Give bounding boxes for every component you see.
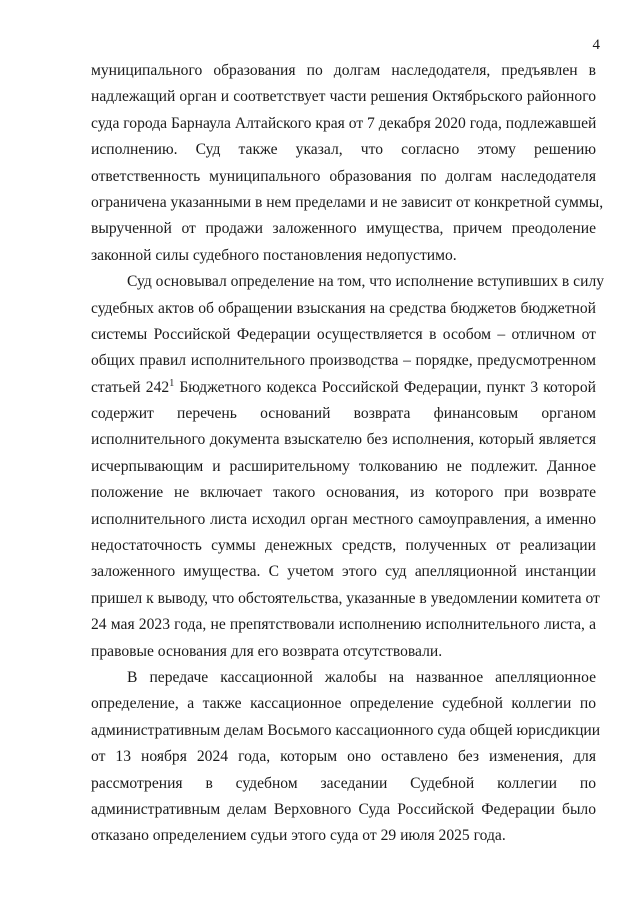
paragraph-3 bbox=[91, 665, 601, 850]
document-body bbox=[91, 58, 605, 850]
text-line: исчерпывающим и расширительному толкованию не подлежит. Данное bbox=[91, 457, 596, 475]
text-line: В передаче кассационной жалобы на названное апелляционное bbox=[127, 668, 596, 686]
text-line: надлежащий орган и соответствует части решения Октябрьского районного bbox=[91, 88, 596, 106]
text-line: ответственность муниципального образования по долгам наследодателя bbox=[91, 167, 596, 185]
text-line: 24 мая 2023 года, не препятствовали исполнению исполнительного листа, а bbox=[91, 616, 596, 634]
text-line: исполнению. Суд также указал, что согласно этому решению bbox=[91, 141, 596, 159]
superscript: 1 bbox=[169, 377, 175, 389]
text-line: пришел к выводу, что обстоятельства, указанные в уведомлении комитета от bbox=[91, 589, 600, 607]
text-line: системы Российской Федерации осуществляется в особом – отличном от bbox=[91, 325, 596, 343]
text-line-with-superscript bbox=[91, 375, 596, 401]
text-line: общих правил исполнительного производства – порядке, предусмотренном bbox=[91, 352, 596, 370]
text-line: Суд основывал определение на том, что исполнение вступивших в силу bbox=[127, 273, 605, 291]
text-line: отказано определением судьи этого суда от 29 июля 2025 года. bbox=[91, 827, 506, 845]
text-line: административным делам Восьмого кассационного суда общей юрисдикции bbox=[91, 721, 601, 739]
text-line: от 13 ноября 2024 года, которым оно оставлено без изменения, для bbox=[91, 748, 596, 766]
text-line: исполнительного документа взыскателю без исполнения, который является bbox=[91, 431, 596, 449]
text-line: судебных актов об обращении взыскания на средства бюджетов бюджетной bbox=[91, 299, 596, 317]
text-line: правовые основания для его возврата отсутствовали. bbox=[91, 642, 443, 660]
text-line: положение не включает такого основания, из которого при возврате bbox=[91, 484, 596, 502]
text-line: муниципального образования по долгам наследодателя, предъявлен в bbox=[91, 62, 596, 79]
paragraph-2 bbox=[91, 269, 605, 665]
text-line: заложенного имущества. С учетом этого суд апелляционной инстанции bbox=[91, 563, 596, 581]
text-line: рассмотрения в судебном заседании Судебной коллегии по bbox=[91, 774, 596, 792]
paragraph-1 bbox=[91, 58, 604, 269]
text-line: содержит перечень оснований возврата финансовым органом bbox=[91, 405, 596, 423]
text-fragment: статьей 242 bbox=[91, 378, 170, 396]
text-line: ограничена указанными в нем пределами и не зависит от конкретной суммы, bbox=[91, 193, 604, 211]
text-line: законной силы судебного постановления недопустимо. bbox=[91, 246, 457, 264]
text-fragment: Бюджетного кодекса Российской Федерации, пункт 3 которой bbox=[174, 378, 596, 396]
text-line: исполнительного листа исходил орган местного самоуправления, а именно bbox=[91, 510, 596, 528]
page-number: 4 bbox=[592, 37, 600, 53]
text-line: суда города Барнаула Алтайского края от 7 декабря 2020 года, подлежавшей bbox=[91, 114, 597, 132]
text-line: определение, а также кассационное определение судебной коллегии по bbox=[91, 695, 596, 713]
text-line: недостаточность суммы денежных средств, полученных от реализации bbox=[91, 537, 596, 555]
text-line: вырученной от продажи заложенного имущества, причем преодоление bbox=[91, 220, 596, 238]
text-line: административным делам Верховного Суда Российской Федерации было bbox=[91, 800, 596, 818]
